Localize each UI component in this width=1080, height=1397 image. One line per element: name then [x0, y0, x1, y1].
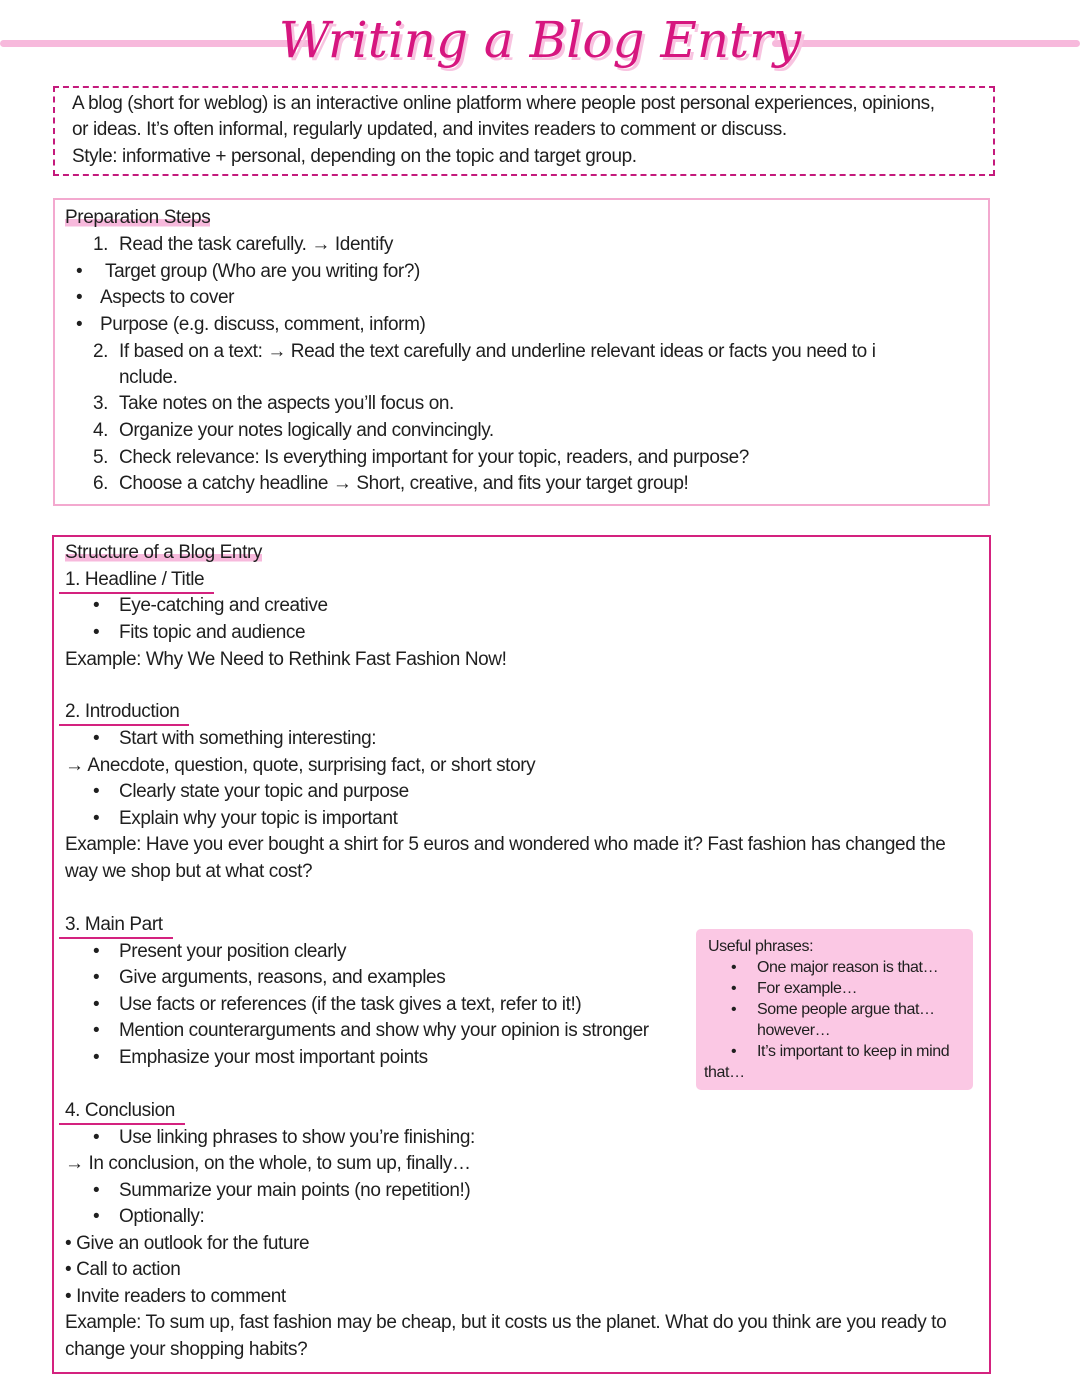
bullet: •: [93, 1206, 100, 1227]
bullet: •: [731, 1043, 737, 1060]
page-title: Writing a Blog Entry: [278, 11, 802, 69]
bullet: •: [93, 808, 100, 829]
bullet: •: [76, 314, 83, 335]
bullet: •: [93, 1127, 100, 1148]
step-number: 2.: [93, 341, 109, 362]
bullet: •: [76, 287, 83, 308]
phrase: It’s important to keep in mind: [757, 1043, 950, 1060]
example-text: change your shopping habits?: [65, 1339, 308, 1360]
section-title-introduction: 2. Introduction: [59, 700, 189, 726]
bullet: •: [93, 994, 100, 1015]
bullet-text: Present your position clearly: [119, 941, 347, 962]
bullet: •: [93, 1020, 100, 1041]
bullet: •: [93, 1180, 100, 1201]
bullet-text: Emphasize your most important points: [119, 1047, 428, 1068]
bullet-text: Mention counterarguments and show why your opinion is stronger: [119, 1020, 649, 1041]
intro-line: Style: informative + personal, depending on the topic and target group.: [72, 146, 637, 167]
sub-bullet: • Call to action: [65, 1259, 181, 1280]
arrow-text: → In conclusion, on the whole, to sum up, finally…: [65, 1153, 471, 1174]
bullet: •: [93, 941, 100, 962]
example-text: Example: Why We Need to Rethink Fast Fashion Now!: [65, 649, 507, 670]
step-text: Read the task carefully. → Identify: [119, 234, 393, 255]
step-text-cont: nclude.: [119, 367, 178, 388]
bullet: •: [731, 980, 737, 997]
bullet: •: [93, 967, 100, 988]
phrases-heading: Useful phrases:: [708, 938, 814, 955]
intro-line: A blog (short for weblog) is an interactive online platform where people post personal experiences, opinions,: [72, 93, 935, 114]
bullet-text: Optionally:: [119, 1206, 205, 1227]
sub-bullet: • Give an outlook for the future: [65, 1233, 310, 1254]
step-text: Take notes on the aspects you’ll focus on.: [119, 393, 454, 414]
intro-line: or ideas. It’s often informal, regularly updated, and invites readers to comment or discuss.: [72, 119, 787, 140]
bullet: •: [731, 959, 737, 976]
bullet: •: [93, 1047, 100, 1068]
bullet: •: [93, 622, 100, 643]
section-title-conclusion: 4. Conclusion: [59, 1099, 185, 1125]
section-title-main: 3. Main Part: [59, 913, 173, 939]
bullet: •: [93, 728, 100, 749]
example-text: Example: To sum up, fast fashion may be cheap, but it costs us the planet. What do you think are you ready to: [65, 1312, 947, 1333]
step-number: 6.: [93, 473, 109, 494]
preparation-heading: Preparation Steps: [65, 207, 211, 228]
step-text: Choose a catchy headline → Short, creative, and fits your target group!: [119, 473, 689, 494]
section-title-headline: 1. Headline / Title: [59, 568, 214, 594]
bullet-text: Target group (Who are you writing for?): [105, 261, 420, 282]
example-text: Example: Have you ever bought a shirt for 5 euros and wondered who made it? Fast fashion has changed the: [65, 834, 946, 855]
phrase: that…: [704, 1064, 745, 1081]
phrase: For example…: [757, 980, 858, 997]
step-text: Check relevance: Is everything important for your topic, readers, and purpose?: [119, 447, 749, 468]
bullet: •: [76, 261, 83, 282]
structure-heading: Structure of a Blog Entry: [65, 542, 262, 563]
step-number: 1.: [93, 234, 109, 255]
bullet-text: Clearly state your topic and purpose: [119, 781, 409, 802]
bullet-text: Use facts or references (if the task gives a text, refer to it!): [119, 994, 582, 1015]
example-text: way we shop but at what cost?: [65, 861, 313, 882]
phrase: Some people argue that…: [757, 1001, 935, 1018]
bullet: •: [731, 1001, 737, 1018]
bullet: •: [93, 781, 100, 802]
bullet-text: Summarize your main points (no repetition!): [119, 1180, 471, 1201]
step-number: 5.: [93, 447, 109, 468]
step-text: Organize your notes logically and convincingly.: [119, 420, 494, 441]
bullet-text: Eye-catching and creative: [119, 595, 328, 616]
step-text: If based on a text: → Read the text carefully and underline relevant ideas or facts you need to i: [119, 341, 876, 362]
phrase: One major reason is that…: [757, 959, 939, 976]
bullet-text: Start with something interesting:: [119, 728, 377, 749]
bullet-text: Explain why your topic is important: [119, 808, 398, 829]
bullet-text: Fits topic and audience: [119, 622, 306, 643]
bullet-text: Use linking phrases to show you’re finishing:: [119, 1127, 475, 1148]
bullet: •: [93, 595, 100, 616]
step-number: 3.: [93, 393, 109, 414]
sub-bullet: • Invite readers to comment: [65, 1286, 286, 1307]
bullet-text: Aspects to cover: [100, 287, 235, 308]
arrow-text: → Anecdote, question, quote, surprising fact, or short story: [65, 755, 536, 776]
bullet-text: Purpose (e.g. discuss, comment, inform): [100, 314, 426, 335]
step-number: 4.: [93, 420, 109, 441]
bullet-text: Give arguments, reasons, and examples: [119, 967, 446, 988]
phrase: however…: [757, 1022, 831, 1039]
